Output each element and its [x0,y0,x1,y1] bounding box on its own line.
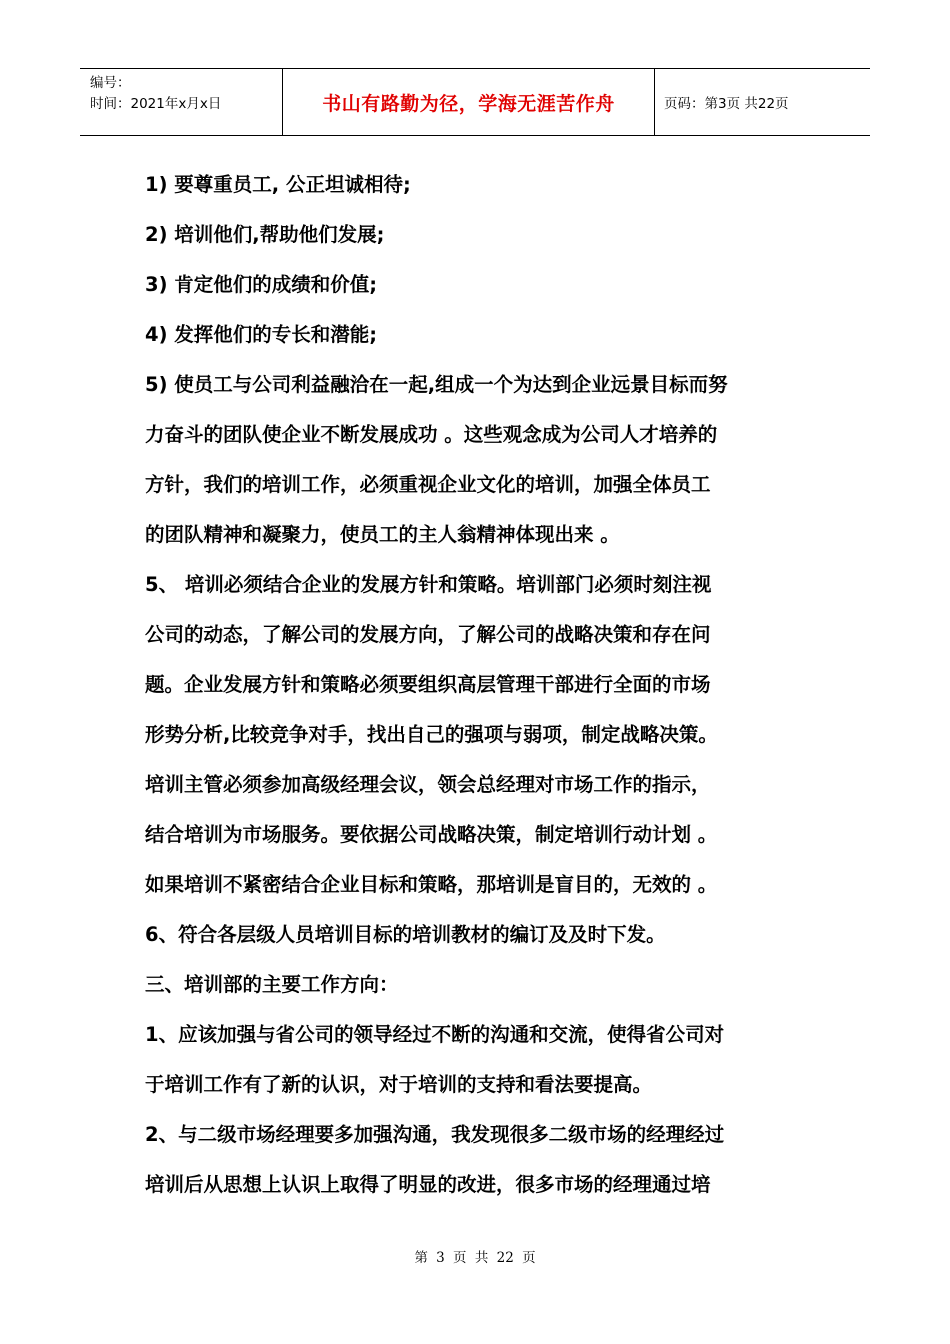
header-page-number: 页码：第3页 共22页 [664,96,789,112]
body-line: 结合培训为市场服务。要依据公司战略决策，制定培训行动计划 。 [145,823,718,846]
body-line: 6、符合各层级人员培训目标的培训教材的编订及及时下发。 [145,923,666,946]
body-line: 三、培训部的主要工作方向： [145,973,399,996]
body-line: 培训后从思想上认识上取得了明显的改进，很多市场的经理通过培 [145,1173,711,1196]
document-date-label: 时间：2021年x月x日 [90,96,222,112]
body-line: 5、 培训必须结合企业的发展方针和策略。培训部门必须时刻注视 [145,573,712,596]
page-footer [0,1246,950,1266]
document-body [145,160,815,1210]
body-line: 如果培训不紧密结合企业目标和策略，那培训是盲目的，无效的 。 [145,873,718,896]
header-motto: 书山有路勤为径，学海无涯苦作舟 [322,92,615,115]
header-motto-cell [283,69,655,135]
header-page-cell [655,69,870,135]
body-line: 的团队精神和凝聚力，使员工的主人翁精神体现出来 。 [145,523,620,546]
body-line: 于培训工作有了新的认识，对于培训的支持和看法要提高。 [145,1073,653,1096]
body-line: 形势分析,比较竞争对手，找出自己的强项与弱项，制定战略决策。 [145,723,718,746]
body-line: 方针，我们的培训工作，必须重视企业文化的培训，加强全体员工 [145,473,711,496]
document-number-label: 编号： [90,75,131,91]
body-line: 3) 肯定他们的成绩和价值; [145,273,378,296]
body-line: 4) 发挥他们的专长和潜能; [145,323,378,346]
footer-page-number: 第 3 页 共 22 页 [414,1250,536,1266]
body-line: 2) 培训他们,帮助他们发展; [145,223,385,246]
header-meta-cell [80,69,283,135]
body-line: 培训主管必须参加高级经理会议，领会总经理对市场工作的指示， [145,773,711,796]
body-line: 5) 使员工与公司利益融洽在一起,组成一个为达到企业远景目标而努 [145,373,728,396]
body-line: 1) 要尊重员工, 公正坦诚相待; [145,173,411,196]
body-line: 公司的动态，了解公司的发展方向，了解公司的战略决策和存在问 [145,623,711,646]
page-header [80,68,870,136]
body-line: 力奋斗的团队使企业不断发展成功 。这些观念成为公司人才培养的 [145,423,718,446]
body-line: 题。企业发展方针和策略必须要组织高层管理干部进行全面的市场 [145,673,711,696]
body-line: 1、应该加强与省公司的领导经过不断的沟通和交流，使得省公司对 [145,1023,725,1046]
body-line: 2、与二级市场经理要多加强沟通，我发现很多二级市场的经理经过 [145,1123,725,1146]
